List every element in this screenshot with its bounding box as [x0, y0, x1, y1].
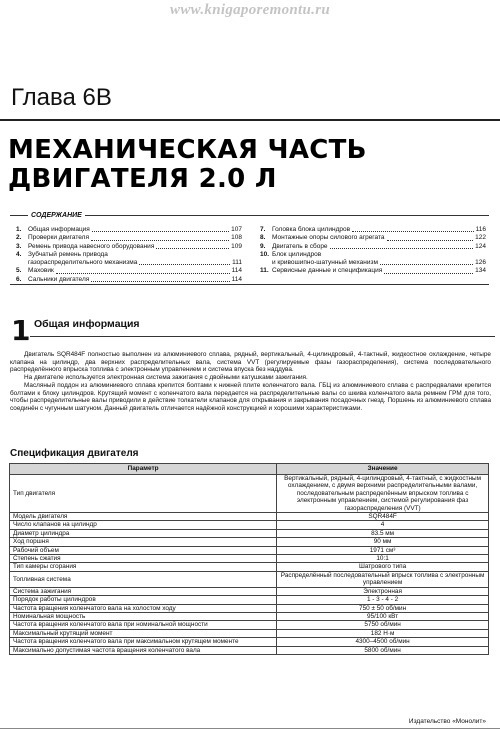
value-cell: Шатрового типа	[277, 563, 489, 571]
toc-page: 116	[475, 226, 486, 233]
toc-item	[16, 226, 242, 234]
table-row	[10, 529, 489, 537]
param-cell: Число клапанов на цилиндр	[10, 521, 277, 529]
param-cell: Номинальная мощность	[10, 612, 277, 620]
param-cell: Модель двигателя	[10, 513, 277, 521]
toc-column-left	[16, 226, 242, 284]
value-cell: 95/100 кВт	[277, 612, 489, 620]
toc-number: 6.	[16, 275, 22, 283]
footer-divider	[0, 728, 500, 729]
toc-column-right	[260, 226, 486, 276]
toc-leader	[91, 240, 229, 241]
title-line: ДВИГАТЕЛЯ 2.0 Л	[8, 164, 277, 194]
param-cell: Максимально допустимая частота вращения коленчатого вала	[10, 646, 277, 654]
paragraph: Масляный поддон из алюминиевого сплава крепится болтами к нижней плите коленчатого вала. ГБЦ из алюминиевого сплава с распредвалами крепится болтами к блоку цилиндров. Крутящий момент с коленчатого вала передается на распределительные валы со шкива коленчатого вала ремнем ГРМ для того, чтобы распределительные валы приводили в действие толкатели клапанов для открывания и закрывания посадочных гнезд. Поршень из алюминиевого сплава соединён с чугунным шатуном. Данный двигатель отличается надёжной конструкцией и хорошими характеристиками.	[10, 381, 491, 412]
param-cell: Рабочий объем	[10, 546, 277, 554]
toc-leader	[139, 264, 230, 265]
toc-page: 122	[475, 234, 486, 242]
toc-page: 107	[231, 226, 242, 233]
value-cell: 182 Н·м	[277, 629, 489, 637]
table-header-row	[10, 464, 489, 475]
toc-text: Зубчатый ремень привода	[28, 250, 108, 258]
toc-text: Головка блока цилиндров	[272, 226, 351, 233]
toc-text: Блок цилиндров	[272, 250, 322, 258]
param-cell: Тип двигателя	[10, 475, 277, 513]
toc-number: 8.	[260, 234, 266, 242]
table-row	[10, 555, 489, 563]
table-row	[10, 621, 489, 629]
title-line: МЕХАНИЧЕСКАЯ ЧАСТЬ	[8, 135, 367, 165]
toc-number: 9.	[260, 242, 266, 250]
spec-title: Спецификация двигателя	[10, 448, 139, 459]
table-row	[10, 563, 489, 571]
table-row	[10, 475, 489, 513]
paragraph: На двигателе используется электронная система зажигания с двойными катушками зажигания.	[24, 374, 308, 382]
toc-leader	[387, 240, 474, 241]
section-divider	[30, 336, 495, 337]
table-row	[10, 546, 489, 554]
toc-text: Маховик	[28, 267, 54, 275]
section-title: Общая информация	[34, 318, 140, 330]
param-cell: Диаметр цилиндра	[10, 529, 277, 537]
watermark: www.knigaporemontu.ru	[170, 2, 330, 18]
toc-text: Ремень привода навесного оборудования	[28, 242, 155, 250]
value-cell: 4300–4500 об/мин	[277, 638, 489, 646]
publisher: Издательство «Монолит»	[408, 718, 486, 725]
value-cell: 4	[277, 521, 489, 529]
page-title	[8, 136, 367, 194]
toc-page: 134	[475, 267, 486, 275]
table-of-contents	[10, 212, 489, 285]
value-cell: 1 - 3 - 4 - 2	[277, 596, 489, 604]
toc-leader	[352, 231, 474, 232]
toc-page: 108	[231, 234, 242, 242]
toc-text: и кривошипно-шатунный механизм	[272, 259, 378, 267]
toc-page: 111	[232, 259, 242, 267]
section-body	[10, 351, 491, 413]
toc-number: 10.	[260, 250, 270, 258]
table-row	[10, 629, 489, 637]
toc-text: Двигатель в сборе	[272, 242, 328, 250]
toc-text: Проверки двигателя	[28, 234, 89, 242]
value-cell: Вертикальный, рядный, 4-цилиндровый, 4-тактный, с жидкостным охлаждением, с двумя верхними распределительными валами, последовательным распределённым впрыском топлива с электронным управлением, системой регулирования фаз газораспределения (VVT)	[277, 475, 489, 513]
toc-leader	[92, 231, 229, 232]
value-cell: 83.5 мм	[277, 529, 489, 537]
table-row	[10, 638, 489, 646]
toc-item	[16, 251, 242, 259]
table-row	[10, 521, 489, 529]
toc-leader	[380, 264, 473, 265]
toc-item-continuation	[16, 259, 242, 267]
table-row	[10, 513, 489, 521]
toc-page: 124	[475, 242, 486, 250]
toc-text: Сервисные данные и спецификация	[272, 267, 383, 275]
value-cell: 90 мм	[277, 538, 489, 546]
toc-item	[260, 267, 486, 275]
param-cell: Частота вращения коленчатого вала на холостом ходу	[10, 604, 277, 612]
value-cell: 5800 об/мин	[277, 646, 489, 654]
value-cell: 5750 об/мин	[277, 621, 489, 629]
toc-item	[16, 234, 242, 242]
toc-number: 5.	[16, 267, 22, 275]
toc-text: Сальники двигателя	[28, 275, 90, 283]
toc-item	[16, 243, 242, 251]
toc-page: 126	[475, 259, 486, 267]
header-param: Параметр	[10, 464, 277, 475]
param-cell: Частота вращения коленчатого вала при номинальной мощности	[10, 621, 277, 629]
value-cell: Электронная	[277, 587, 489, 595]
param-cell: Частота вращения коленчатого вала при максимальном крутящем моменте	[10, 638, 277, 646]
param-cell: Ход поршня	[10, 538, 277, 546]
toc-text: Монтажные опоры силового агрегата	[272, 234, 385, 242]
table-row	[10, 646, 489, 654]
toc-number: 4.	[16, 250, 22, 258]
table-row	[10, 596, 489, 604]
toc-leader	[384, 273, 473, 274]
paragraph: Двигатель SQR484F полностью выполнен из алюминиевого сплава, рядный, вертикальный, 4-цилиндровый, 4-тактный, жидкостное охлаждение, четыре клапана на цилиндр, два верхних распределительных вала, система VVT (регулируемые фазы газораспределения), система последовательного распределённого впрыска топлива с электронным управлением и система впуска без наддува.	[10, 351, 491, 374]
table-row	[10, 612, 489, 620]
chapter-label: Глава 6В	[11, 84, 112, 111]
value-cell: SQR484F	[277, 513, 489, 521]
param-cell: Степень сжатия	[10, 555, 277, 563]
toc-page: 114	[231, 267, 242, 275]
toc-number: 2.	[16, 234, 22, 242]
param-cell: Максимальный крутящий момент	[10, 629, 277, 637]
toc-leader	[56, 273, 230, 274]
spec-table	[9, 463, 489, 655]
chapter-divider	[0, 119, 500, 121]
table-row	[10, 538, 489, 546]
value-cell: 1971 см³	[277, 546, 489, 554]
toc-heading: СОДЕРЖАНИЕ	[28, 212, 85, 220]
toc-leader	[91, 281, 229, 282]
toc-item	[16, 276, 242, 284]
toc-number: 7.	[260, 226, 266, 233]
param-cell: Топливная система	[10, 571, 277, 587]
table-row	[10, 571, 489, 587]
toc-number: 3.	[16, 242, 22, 250]
param-cell: Порядок работы цилиндров	[10, 596, 277, 604]
toc-text: газораспределительного механизма	[28, 259, 138, 267]
value-cell: 10:1	[277, 555, 489, 563]
toc-number: 1.	[16, 226, 22, 233]
toc-page: 114	[231, 275, 242, 283]
toc-leader	[156, 248, 229, 249]
toc-leader	[330, 248, 474, 249]
table-row	[10, 604, 489, 612]
toc-number: 11.	[260, 267, 269, 275]
toc-page: 109	[231, 242, 242, 250]
toc-item-continuation	[260, 259, 486, 267]
table-row	[10, 587, 489, 595]
toc-item	[260, 234, 486, 242]
section-number: 1	[11, 314, 31, 347]
value-cell: 750 ± 50 об/мин	[277, 604, 489, 612]
toc-item	[260, 243, 486, 251]
param-cell: Тип камеры сгорания	[10, 563, 277, 571]
value-cell: Распределённый последовательный впрыск топлива с электронным управлением	[277, 571, 489, 587]
toc-item	[260, 226, 486, 234]
header-value: Значение	[277, 464, 489, 475]
toc-item	[260, 251, 486, 259]
toc-text: Общая информация	[28, 226, 90, 233]
toc-item	[16, 267, 242, 275]
param-cell: Система зажигания	[10, 587, 277, 595]
